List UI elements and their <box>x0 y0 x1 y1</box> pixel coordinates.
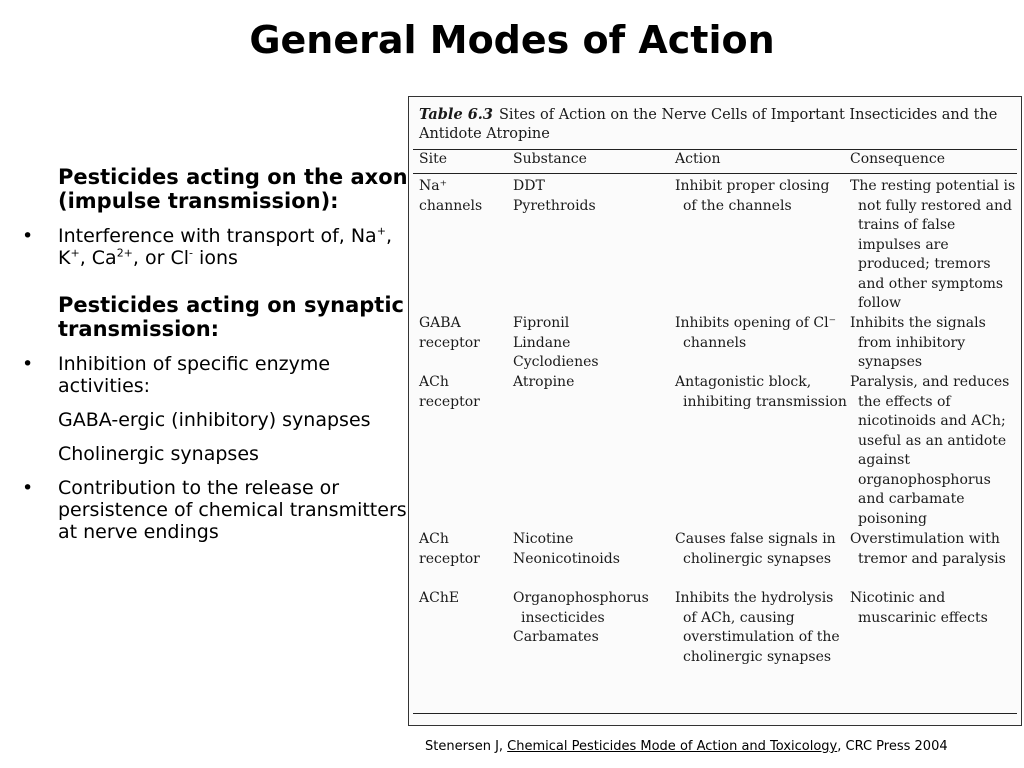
cell-line: receptor <box>419 550 480 567</box>
table-cell-consequence <box>850 177 1020 314</box>
enzyme-text: Inhibition of specific enzyme activities: <box>58 353 331 397</box>
axon-heading: Pesticides acting on the axon (impulse transmission): <box>58 165 408 213</box>
ion-sup-na: + <box>376 224 386 238</box>
cell-line: receptor <box>419 393 480 410</box>
table-cell-action <box>675 530 847 569</box>
table-cell-action <box>675 314 847 353</box>
cholinergic-subitem: Cholinergic synapses <box>58 443 259 465</box>
ion-sup-k: + <box>70 246 80 260</box>
cell-line: Atropine <box>513 374 575 390</box>
table-cell-consequence <box>850 589 1020 628</box>
cell-line: Lindane <box>513 334 571 351</box>
bullet-dot: • <box>22 477 34 499</box>
table-cell-substance <box>513 589 673 648</box>
ion-sup-cl: - <box>189 246 193 260</box>
cell-line: Causes false signals in cholinergic synapses <box>675 531 836 567</box>
table-cell-consequence <box>850 314 1020 373</box>
table-caption <box>419 105 1009 144</box>
cell-line: Nicotine <box>513 531 574 547</box>
ion-text-b: , K <box>58 225 392 269</box>
cell-line: Inhibits the signals from inhibitory synapses <box>850 315 986 370</box>
gaba-subitem: GABA-ergic (inhibitory) synapses <box>58 409 371 431</box>
cell-line: AChE <box>419 590 460 606</box>
cell-line: Inhibits the hydrolysis of ACh, causing overstimulation of the cholinergic synapses <box>675 590 840 665</box>
cell-line: ACh <box>419 374 449 390</box>
table-cell-consequence <box>850 530 1020 569</box>
table-bottom-rule <box>413 713 1017 714</box>
citation-publisher: , CRC Press 2004 <box>837 739 948 754</box>
slide-title: General Modes of Action <box>249 18 775 62</box>
table-cell-site <box>419 530 509 569</box>
bullet-enzyme-inhibition <box>22 353 410 397</box>
table-cell-substance <box>513 373 673 393</box>
ion-text-c: , Ca <box>79 247 117 269</box>
cell-line: Antagonistic block, inhibiting transmission <box>675 374 847 410</box>
left-text-column <box>18 165 410 543</box>
synaptic-heading: Pesticides acting on synaptic transmission: <box>58 293 404 341</box>
table-cell-action <box>675 373 847 412</box>
cell-line: channels <box>419 197 483 214</box>
header-action: Action <box>675 151 721 167</box>
cell-line: ACh <box>419 531 449 547</box>
cell-line: GABA <box>419 315 461 331</box>
cell-line: Carbamates <box>513 629 599 645</box>
table-cell-substance <box>513 177 673 216</box>
cell-line: Organophosphorus insecticides <box>513 590 649 626</box>
cell-line: Neonicotinoids <box>513 550 620 567</box>
cell-line: Cyclodienes <box>513 354 599 370</box>
table-caption-text: Sites of Action on the Nerve Cells of Important Insecticides and the Antidote Atropine <box>419 107 998 142</box>
ion-text-e: ions <box>193 247 238 269</box>
header-consequence: Consequence <box>850 151 946 167</box>
cell-line: The resting potential is not fully restored and trains of false impulses are produced; tremors and other symptoms follow <box>850 178 1016 311</box>
table-cell-action <box>675 177 847 216</box>
cell-line: Inhibits opening of Cl⁻ channels <box>675 315 836 351</box>
table-top-rule <box>413 149 1017 150</box>
cell-line: Paralysis, and reduces the effects of nicotinoids and ACh; useful as an antidote against organophosphorus and carbamate poisoning <box>850 374 1010 527</box>
citation-author: Stenersen J, <box>425 739 508 754</box>
cell-line: Na⁺ <box>419 178 447 194</box>
cell-line: Fipronil <box>513 315 570 331</box>
cell-line: Inhibit proper closing of the channels <box>675 178 830 214</box>
header-substance: Substance <box>513 151 587 167</box>
bullet-dot: • <box>22 353 34 375</box>
table-cell-site <box>419 373 509 412</box>
table-number: Table 6.3 <box>419 106 493 123</box>
transmitter-text: Contribution to the release or persistence of chemical transmitters at nerve endings <box>58 477 407 543</box>
bullet-ion-transport <box>22 224 410 269</box>
cell-line: DDT <box>513 178 545 194</box>
header-site: Site <box>419 151 447 167</box>
cell-line: Overstimulation with tremor and paralysis <box>850 531 1006 567</box>
table-cell-consequence <box>850 373 1020 529</box>
bullet-dot: • <box>22 225 34 247</box>
table-cell-site <box>419 177 509 216</box>
citation-book-title: Chemical Pesticides Mode of Action and Toxicology <box>507 739 838 754</box>
cell-line: Pyrethroids <box>513 197 596 214</box>
ion-text-d: , or Cl <box>132 247 190 269</box>
table-cell-action <box>675 589 847 667</box>
cell-line: Nicotinic and muscarinic effects <box>850 590 988 626</box>
table-cell-substance <box>513 314 673 373</box>
cell-line: receptor <box>419 334 480 351</box>
ion-sup-ca: 2+ <box>116 246 133 260</box>
citation <box>425 738 1015 756</box>
table-cell-site <box>419 314 509 353</box>
table-header-rule <box>413 173 1017 174</box>
bullet-transmitter-release <box>22 477 410 543</box>
table-cell-site <box>419 589 509 609</box>
scanned-table-image <box>408 96 1022 726</box>
ion-text-a: Interference with transport of, Na <box>58 225 377 247</box>
table-cell-substance <box>513 530 673 569</box>
